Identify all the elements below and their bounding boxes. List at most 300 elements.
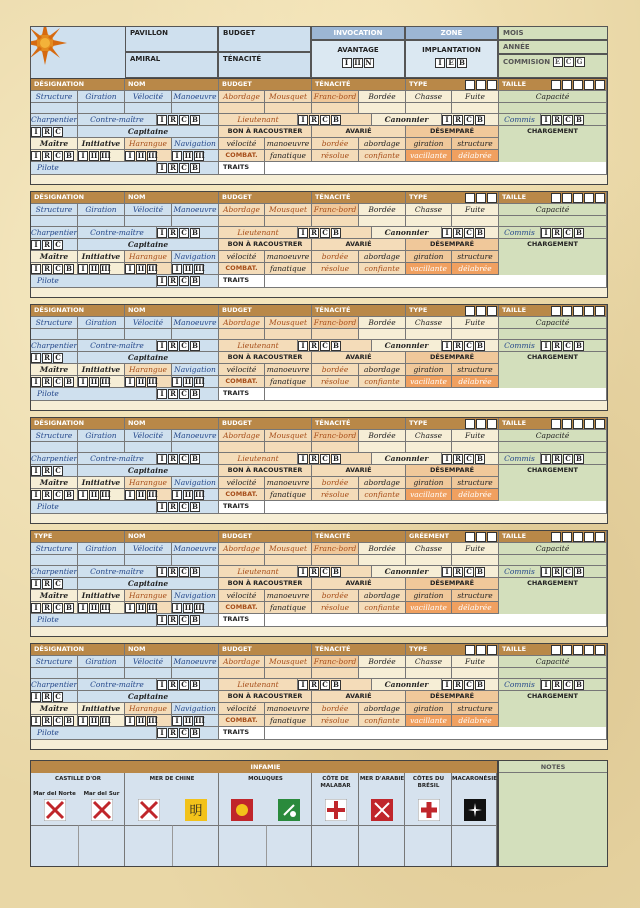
level-box[interactable]: I	[172, 377, 182, 387]
level-box[interactable]: III	[195, 377, 205, 386]
size-huge-box[interactable]: ¾	[596, 645, 604, 654]
crew-box[interactable]: I	[541, 567, 551, 577]
stat-value[interactable]	[78, 668, 125, 679]
crew-box[interactable]: B	[190, 163, 200, 173]
stat-value[interactable]	[172, 329, 219, 340]
crew-box[interactable]: C	[563, 228, 573, 238]
crew-box[interactable]: R	[309, 680, 319, 690]
crew-box[interactable]: R	[42, 579, 52, 589]
size-huge-box[interactable]: ¾	[596, 306, 604, 315]
crew-box[interactable]: R	[42, 377, 52, 387]
size-box[interactable]: P	[562, 532, 572, 542]
crew-box[interactable]: B	[190, 680, 200, 690]
crew-box[interactable]: I	[157, 228, 167, 238]
size-huge-box[interactable]: ¾	[596, 80, 604, 89]
crew-box[interactable]: C	[179, 389, 189, 399]
size-tiny-box[interactable]: ½	[552, 419, 560, 428]
stat-value[interactable]	[78, 216, 125, 227]
crew-box[interactable]: I	[298, 115, 308, 125]
crew-box[interactable]: R	[552, 115, 562, 125]
crew-box[interactable]: I	[442, 228, 452, 238]
portuguese-cross-flag-icon[interactable]	[418, 799, 440, 821]
crew-box[interactable]: B	[475, 228, 485, 238]
stat-value[interactable]	[265, 668, 312, 679]
level-box[interactable]: I	[125, 603, 135, 613]
size-tiny-box[interactable]: ½	[552, 306, 560, 315]
size-box[interactable]: P	[562, 419, 572, 429]
size-box[interactable]: G	[584, 193, 594, 203]
stat-value[interactable]	[172, 103, 219, 114]
crew-box[interactable]: I	[31, 240, 41, 250]
crew-box[interactable]: R	[168, 341, 178, 351]
zone-field[interactable]	[405, 26, 498, 40]
crew-box[interactable]: I	[157, 728, 167, 738]
level-box[interactable]: II	[90, 490, 98, 499]
crew-box[interactable]: B	[64, 716, 74, 726]
level-box[interactable]: II	[184, 603, 192, 612]
crew-box[interactable]: I	[31, 490, 41, 500]
sword-flag-icon[interactable]	[278, 799, 300, 821]
crew-box[interactable]: I	[31, 151, 41, 161]
size-box[interactable]: P	[562, 306, 572, 316]
level-box[interactable]: I	[78, 716, 88, 726]
stat-value[interactable]	[312, 329, 359, 340]
crew-box[interactable]: R	[42, 490, 52, 500]
mois-field[interactable]	[498, 26, 608, 40]
type-box[interactable]: C	[465, 80, 475, 90]
pavillon-field[interactable]	[125, 26, 218, 52]
level-box[interactable]: I	[125, 716, 135, 726]
crew-box[interactable]: I	[442, 341, 452, 351]
stat-value[interactable]	[219, 555, 265, 566]
stat-value[interactable]	[265, 103, 312, 114]
stat-value[interactable]	[125, 216, 172, 227]
crew-box[interactable]: B	[331, 228, 341, 238]
stat-value[interactable]	[125, 668, 172, 679]
avantage-box[interactable]: II	[354, 58, 361, 67]
size-tiny-box[interactable]: ½	[552, 645, 560, 654]
size-huge-box[interactable]: ¾	[596, 419, 604, 428]
type-box[interactable]: C	[465, 193, 475, 203]
stat-value[interactable]	[452, 216, 499, 227]
stat-value[interactable]	[406, 442, 452, 453]
infamie-cell[interactable]	[266, 825, 313, 866]
traits-field[interactable]	[265, 501, 607, 514]
type-box[interactable]: G	[487, 193, 497, 203]
burgundy-cross-flag-icon[interactable]	[138, 799, 160, 821]
stat-value[interactable]	[172, 442, 219, 453]
crew-box[interactable]: I	[298, 680, 308, 690]
infamie-cell[interactable]	[78, 825, 125, 866]
capacite-value[interactable]	[499, 216, 607, 227]
crew-box[interactable]: B	[64, 377, 74, 387]
level-box[interactable]: I	[78, 377, 88, 387]
crew-box[interactable]: C	[563, 680, 573, 690]
crew-box[interactable]: R	[168, 389, 178, 399]
stat-value[interactable]	[125, 329, 172, 340]
crew-box[interactable]: B	[574, 341, 584, 351]
crew-box[interactable]: B	[190, 389, 200, 399]
crew-box[interactable]: C	[53, 490, 63, 500]
stat-value[interactable]	[172, 216, 219, 227]
crew-box[interactable]: C	[179, 341, 189, 351]
stat-value[interactable]	[265, 216, 312, 227]
crew-box[interactable]: R	[453, 454, 463, 464]
type-box[interactable]: C	[465, 419, 475, 429]
crew-box[interactable]: I	[541, 115, 551, 125]
level-box[interactable]: II	[90, 151, 98, 160]
infamie-cell[interactable]	[405, 825, 452, 866]
crew-box[interactable]: R	[309, 567, 319, 577]
crew-box[interactable]: I	[442, 115, 452, 125]
level-box[interactable]: II	[137, 490, 145, 499]
crew-box[interactable]: R	[42, 603, 52, 613]
stat-value[interactable]	[219, 329, 265, 340]
infamie-cell[interactable]	[452, 825, 497, 866]
level-box[interactable]: II	[137, 151, 145, 160]
size-huge-box[interactable]: ¾	[596, 532, 604, 541]
crew-box[interactable]: R	[168, 615, 178, 625]
level-box[interactable]: III	[195, 490, 205, 499]
crew-box[interactable]: C	[53, 692, 63, 702]
stat-value[interactable]	[31, 216, 78, 227]
crew-box[interactable]: B	[574, 567, 584, 577]
crew-box[interactable]: C	[320, 680, 330, 690]
stat-value[interactable]	[452, 329, 499, 340]
crew-box[interactable]: I	[442, 454, 452, 464]
crew-box[interactable]: I	[442, 680, 452, 690]
crew-box[interactable]: B	[331, 115, 341, 125]
crew-box[interactable]: R	[42, 716, 52, 726]
size-tiny-box[interactable]: ½	[552, 193, 560, 202]
crew-box[interactable]: I	[541, 454, 551, 464]
stat-value[interactable]	[452, 442, 499, 453]
level-box[interactable]: I	[172, 264, 182, 274]
size-box[interactable]: P	[562, 80, 572, 90]
budget-field[interactable]	[218, 26, 311, 52]
crew-box[interactable]: R	[552, 567, 562, 577]
crew-box[interactable]: I	[157, 341, 167, 351]
crew-box[interactable]: I	[541, 680, 551, 690]
stat-value[interactable]	[406, 329, 452, 340]
traits-field[interactable]	[265, 275, 607, 288]
crew-box[interactable]: C	[464, 680, 474, 690]
level-box[interactable]: III	[195, 716, 205, 725]
size-box[interactable]: M	[574, 306, 582, 315]
crew-box[interactable]: C	[53, 603, 63, 613]
capacite-value[interactable]	[499, 329, 607, 340]
commission-box[interactable]: C	[564, 57, 574, 67]
size-huge-box[interactable]: ¾	[596, 193, 604, 202]
crew-box[interactable]: I	[157, 115, 167, 125]
stat-value[interactable]	[406, 555, 452, 566]
implantation-box[interactable]: B	[457, 58, 467, 68]
crew-box[interactable]: I	[157, 567, 167, 577]
size-box[interactable]: G	[584, 306, 594, 316]
black-star-flag-icon[interactable]	[464, 799, 486, 821]
level-box[interactable]: I	[172, 716, 182, 726]
level-box[interactable]: I	[78, 603, 88, 613]
crew-box[interactable]: B	[190, 454, 200, 464]
crew-box[interactable]: B	[331, 341, 341, 351]
stat-value[interactable]	[359, 216, 406, 227]
crew-box[interactable]: I	[157, 276, 167, 286]
crew-box[interactable]: I	[31, 692, 41, 702]
crew-box[interactable]: C	[563, 454, 573, 464]
level-box[interactable]: III	[195, 264, 205, 273]
stat-value[interactable]	[359, 668, 406, 679]
implantation-box[interactable]: E	[446, 58, 456, 68]
level-box[interactable]: III	[101, 716, 111, 725]
crew-box[interactable]: R	[42, 151, 52, 161]
crew-box[interactable]: B	[475, 680, 485, 690]
crew-box[interactable]: C	[53, 716, 63, 726]
stat-value[interactable]	[172, 668, 219, 679]
stat-value[interactable]	[359, 103, 406, 114]
type-box[interactable]: L	[476, 193, 486, 203]
crew-box[interactable]: B	[190, 341, 200, 351]
level-box[interactable]: III	[101, 377, 111, 386]
level-box[interactable]: I	[125, 151, 135, 161]
crew-box[interactable]: C	[179, 115, 189, 125]
crew-box[interactable]: B	[574, 680, 584, 690]
size-box[interactable]: P	[562, 193, 572, 203]
crew-box[interactable]: R	[309, 454, 319, 464]
crew-box[interactable]: R	[552, 228, 562, 238]
crew-box[interactable]: I	[298, 341, 308, 351]
crew-box[interactable]: C	[179, 502, 189, 512]
level-box[interactable]: III	[148, 377, 158, 386]
burgundy-cross-flag-icon[interactable]	[91, 799, 113, 821]
crew-box[interactable]: R	[168, 728, 178, 738]
crew-box[interactable]: B	[574, 454, 584, 464]
avantage-box[interactable]: N	[365, 58, 372, 67]
ming-flag-icon[interactable]	[185, 799, 207, 821]
stat-value[interactable]	[312, 442, 359, 453]
stat-value[interactable]	[452, 668, 499, 679]
crew-box[interactable]: R	[309, 341, 319, 351]
crew-box[interactable]: I	[157, 389, 167, 399]
crew-box[interactable]: I	[31, 603, 41, 613]
level-box[interactable]: I	[172, 490, 182, 500]
level-box[interactable]: II	[184, 264, 192, 273]
crew-box[interactable]: I	[31, 377, 41, 387]
crew-box[interactable]: R	[168, 115, 178, 125]
size-box[interactable]: M	[574, 645, 582, 654]
size-box[interactable]: M	[574, 80, 582, 89]
crew-box[interactable]: B	[331, 567, 341, 577]
size-tiny-box[interactable]: ½	[552, 80, 560, 89]
stat-value[interactable]	[219, 216, 265, 227]
size-box[interactable]: M	[574, 532, 582, 541]
crew-box[interactable]: R	[453, 228, 463, 238]
level-box[interactable]: II	[90, 264, 98, 273]
crew-box[interactable]: I	[442, 567, 452, 577]
level-box[interactable]: III	[148, 603, 158, 612]
level-box[interactable]: I	[125, 264, 135, 274]
capacite-value[interactable]	[499, 103, 607, 114]
crew-box[interactable]: I	[298, 454, 308, 464]
stat-value[interactable]	[125, 103, 172, 114]
level-box[interactable]: I	[78, 490, 88, 500]
crew-box[interactable]: C	[179, 454, 189, 464]
type-box[interactable]: G	[487, 80, 497, 90]
level-box[interactable]: II	[184, 716, 192, 725]
crew-box[interactable]: B	[190, 115, 200, 125]
crew-box[interactable]: R	[168, 502, 178, 512]
stat-value[interactable]	[125, 555, 172, 566]
infamie-cell[interactable]	[172, 825, 219, 866]
level-box[interactable]: I	[172, 151, 182, 161]
crew-box[interactable]: C	[464, 115, 474, 125]
crew-box[interactable]: R	[552, 454, 562, 464]
crew-box[interactable]: R	[42, 353, 52, 363]
notes-box[interactable]	[498, 760, 608, 867]
crew-box[interactable]: C	[53, 151, 63, 161]
stat-value[interactable]	[406, 103, 452, 114]
size-box[interactable]: G	[584, 532, 594, 542]
crew-box[interactable]: B	[190, 615, 200, 625]
crew-box[interactable]: C	[464, 341, 474, 351]
crew-box[interactable]: C	[179, 680, 189, 690]
level-box[interactable]: III	[101, 603, 111, 612]
crew-box[interactable]: B	[190, 276, 200, 286]
crew-box[interactable]: I	[31, 264, 41, 274]
stat-value[interactable]	[312, 668, 359, 679]
crew-box[interactable]: B	[64, 603, 74, 613]
level-box[interactable]: III	[101, 264, 111, 273]
capacite-value[interactable]	[499, 555, 607, 566]
tenacite-field[interactable]	[218, 52, 311, 78]
crew-box[interactable]: R	[42, 240, 52, 250]
crew-box[interactable]: B	[475, 567, 485, 577]
level-box[interactable]: I	[125, 377, 135, 387]
crew-box[interactable]: C	[320, 115, 330, 125]
amiral-field[interactable]	[125, 52, 218, 78]
type-box[interactable]: L	[476, 645, 486, 655]
stat-value[interactable]	[452, 555, 499, 566]
type-box[interactable]: C	[465, 532, 475, 542]
invocation-field[interactable]	[311, 26, 405, 40]
crew-box[interactable]: B	[574, 228, 584, 238]
stat-value[interactable]	[31, 442, 78, 453]
level-box[interactable]: II	[90, 716, 98, 725]
crew-box[interactable]: C	[179, 228, 189, 238]
capacite-value[interactable]	[499, 442, 607, 453]
commission-box[interactable]: E	[553, 57, 563, 67]
size-box[interactable]: G	[584, 645, 594, 655]
type-box[interactable]: G	[487, 532, 497, 542]
type-box[interactable]: L	[476, 419, 486, 429]
size-box[interactable]: G	[584, 419, 594, 429]
crew-box[interactable]: R	[168, 454, 178, 464]
level-box[interactable]: II	[137, 716, 145, 725]
crew-box[interactable]: C	[464, 454, 474, 464]
stat-value[interactable]	[452, 103, 499, 114]
crew-box[interactable]: B	[475, 341, 485, 351]
crew-box[interactable]: R	[42, 466, 52, 476]
crew-box[interactable]: C	[53, 579, 63, 589]
level-box[interactable]: I	[172, 603, 182, 613]
stat-value[interactable]	[312, 216, 359, 227]
level-box[interactable]: II	[184, 151, 192, 160]
crew-box[interactable]: R	[309, 115, 319, 125]
stat-value[interactable]	[78, 103, 125, 114]
infamie-cell[interactable]	[219, 825, 266, 866]
crew-box[interactable]: I	[157, 615, 167, 625]
crew-box[interactable]: R	[168, 163, 178, 173]
level-box[interactable]: III	[148, 151, 158, 160]
traits-field[interactable]	[265, 727, 607, 740]
crew-box[interactable]: B	[190, 502, 200, 512]
crew-box[interactable]: C	[179, 567, 189, 577]
level-box[interactable]: III	[195, 603, 205, 612]
level-box[interactable]: III	[101, 151, 111, 160]
stat-value[interactable]	[125, 442, 172, 453]
crew-box[interactable]: C	[179, 163, 189, 173]
stat-value[interactable]	[312, 103, 359, 114]
crew-box[interactable]: B	[475, 454, 485, 464]
stat-value[interactable]	[78, 329, 125, 340]
crew-box[interactable]: R	[42, 264, 52, 274]
traits-field[interactable]	[265, 614, 607, 627]
stat-value[interactable]	[359, 442, 406, 453]
level-box[interactable]: II	[184, 490, 192, 499]
size-tiny-box[interactable]: ½	[552, 532, 560, 541]
level-box[interactable]: III	[101, 490, 111, 499]
stat-value[interactable]	[312, 555, 359, 566]
crew-box[interactable]: I	[31, 127, 41, 137]
crew-box[interactable]: C	[53, 353, 63, 363]
maltese-cross-flag-icon[interactable]	[325, 799, 347, 821]
crew-box[interactable]: R	[552, 341, 562, 351]
type-box[interactable]: G	[487, 645, 497, 655]
crew-box[interactable]: R	[42, 692, 52, 702]
annee-field[interactable]	[498, 40, 608, 54]
crew-box[interactable]: C	[320, 454, 330, 464]
avantage-box[interactable]: I	[342, 58, 352, 68]
crew-box[interactable]: C	[53, 240, 63, 250]
stat-value[interactable]	[406, 668, 452, 679]
crew-box[interactable]: B	[574, 115, 584, 125]
stat-value[interactable]	[265, 442, 312, 453]
crew-box[interactable]: C	[53, 377, 63, 387]
stat-value[interactable]	[265, 329, 312, 340]
crew-box[interactable]: B	[64, 490, 74, 500]
crew-box[interactable]: R	[168, 567, 178, 577]
crew-box[interactable]: I	[298, 567, 308, 577]
crew-box[interactable]: I	[31, 716, 41, 726]
crew-box[interactable]: C	[179, 728, 189, 738]
crew-box[interactable]: I	[157, 680, 167, 690]
crew-box[interactable]: I	[31, 579, 41, 589]
crew-box[interactable]: C	[179, 615, 189, 625]
crew-box[interactable]: C	[320, 341, 330, 351]
level-box[interactable]: III	[148, 716, 158, 725]
stat-value[interactable]	[406, 216, 452, 227]
burgundy-cross-flag-icon[interactable]	[44, 799, 66, 821]
crew-box[interactable]: C	[53, 264, 63, 274]
size-box[interactable]: G	[584, 80, 594, 90]
crew-box[interactable]: B	[190, 567, 200, 577]
infamie-cell[interactable]	[312, 825, 359, 866]
crew-box[interactable]: B	[190, 728, 200, 738]
stat-value[interactable]	[219, 103, 265, 114]
type-box[interactable]: L	[476, 80, 486, 90]
infamie-cell[interactable]	[31, 825, 78, 866]
crew-box[interactable]: I	[157, 163, 167, 173]
crew-box[interactable]: C	[563, 341, 573, 351]
